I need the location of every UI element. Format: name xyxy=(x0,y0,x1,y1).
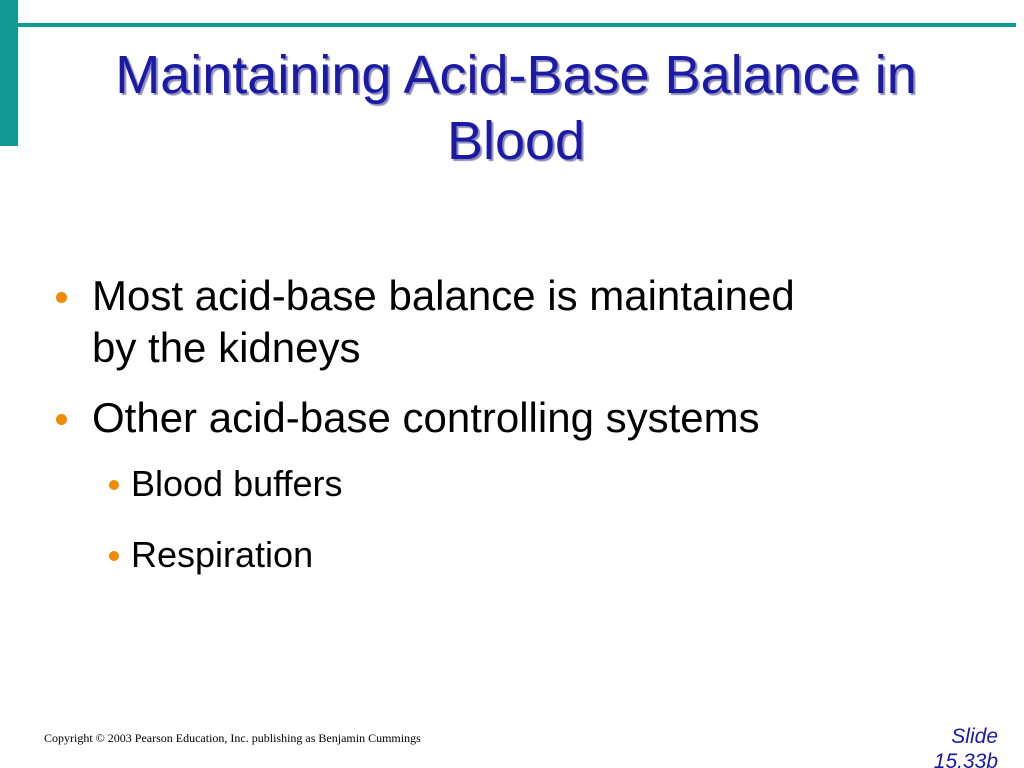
sub-bullet-text: Respiration xyxy=(131,534,314,575)
slide-title xyxy=(40,42,992,174)
sub-bullet-item xyxy=(50,533,950,577)
sub-bullet-text: Blood buffers xyxy=(131,463,343,504)
bullet-dot-icon xyxy=(56,292,67,303)
bullet-text: Other acid-base controlling systems xyxy=(92,394,760,441)
bullet-list xyxy=(50,270,950,604)
bullet-item xyxy=(50,270,950,374)
accent-line xyxy=(18,23,1016,27)
sub-bullet-dot-icon xyxy=(109,480,119,490)
slide-number: 15.33b xyxy=(933,750,998,768)
slide-number-block xyxy=(878,724,998,768)
sub-bullet-item xyxy=(50,462,950,506)
bullet-text-line-2: by the kidneys xyxy=(92,324,361,371)
accent-bar xyxy=(0,0,18,146)
copyright-notice: Copyright © 2003 Pearson Education, Inc. publishing as Benjamin Cummings xyxy=(44,731,421,745)
bullet-dot-icon xyxy=(56,414,67,425)
slide-title-line-1: Maintaining Acid-Base Balance in xyxy=(115,45,917,105)
sub-bullet-dot-icon xyxy=(109,551,119,561)
slide-title-line-2: Blood xyxy=(446,111,586,171)
bullet-text-line-1: Most acid-base balance is maintained xyxy=(92,272,795,319)
bullet-item xyxy=(50,392,950,444)
slide-label: Slide xyxy=(951,725,998,748)
